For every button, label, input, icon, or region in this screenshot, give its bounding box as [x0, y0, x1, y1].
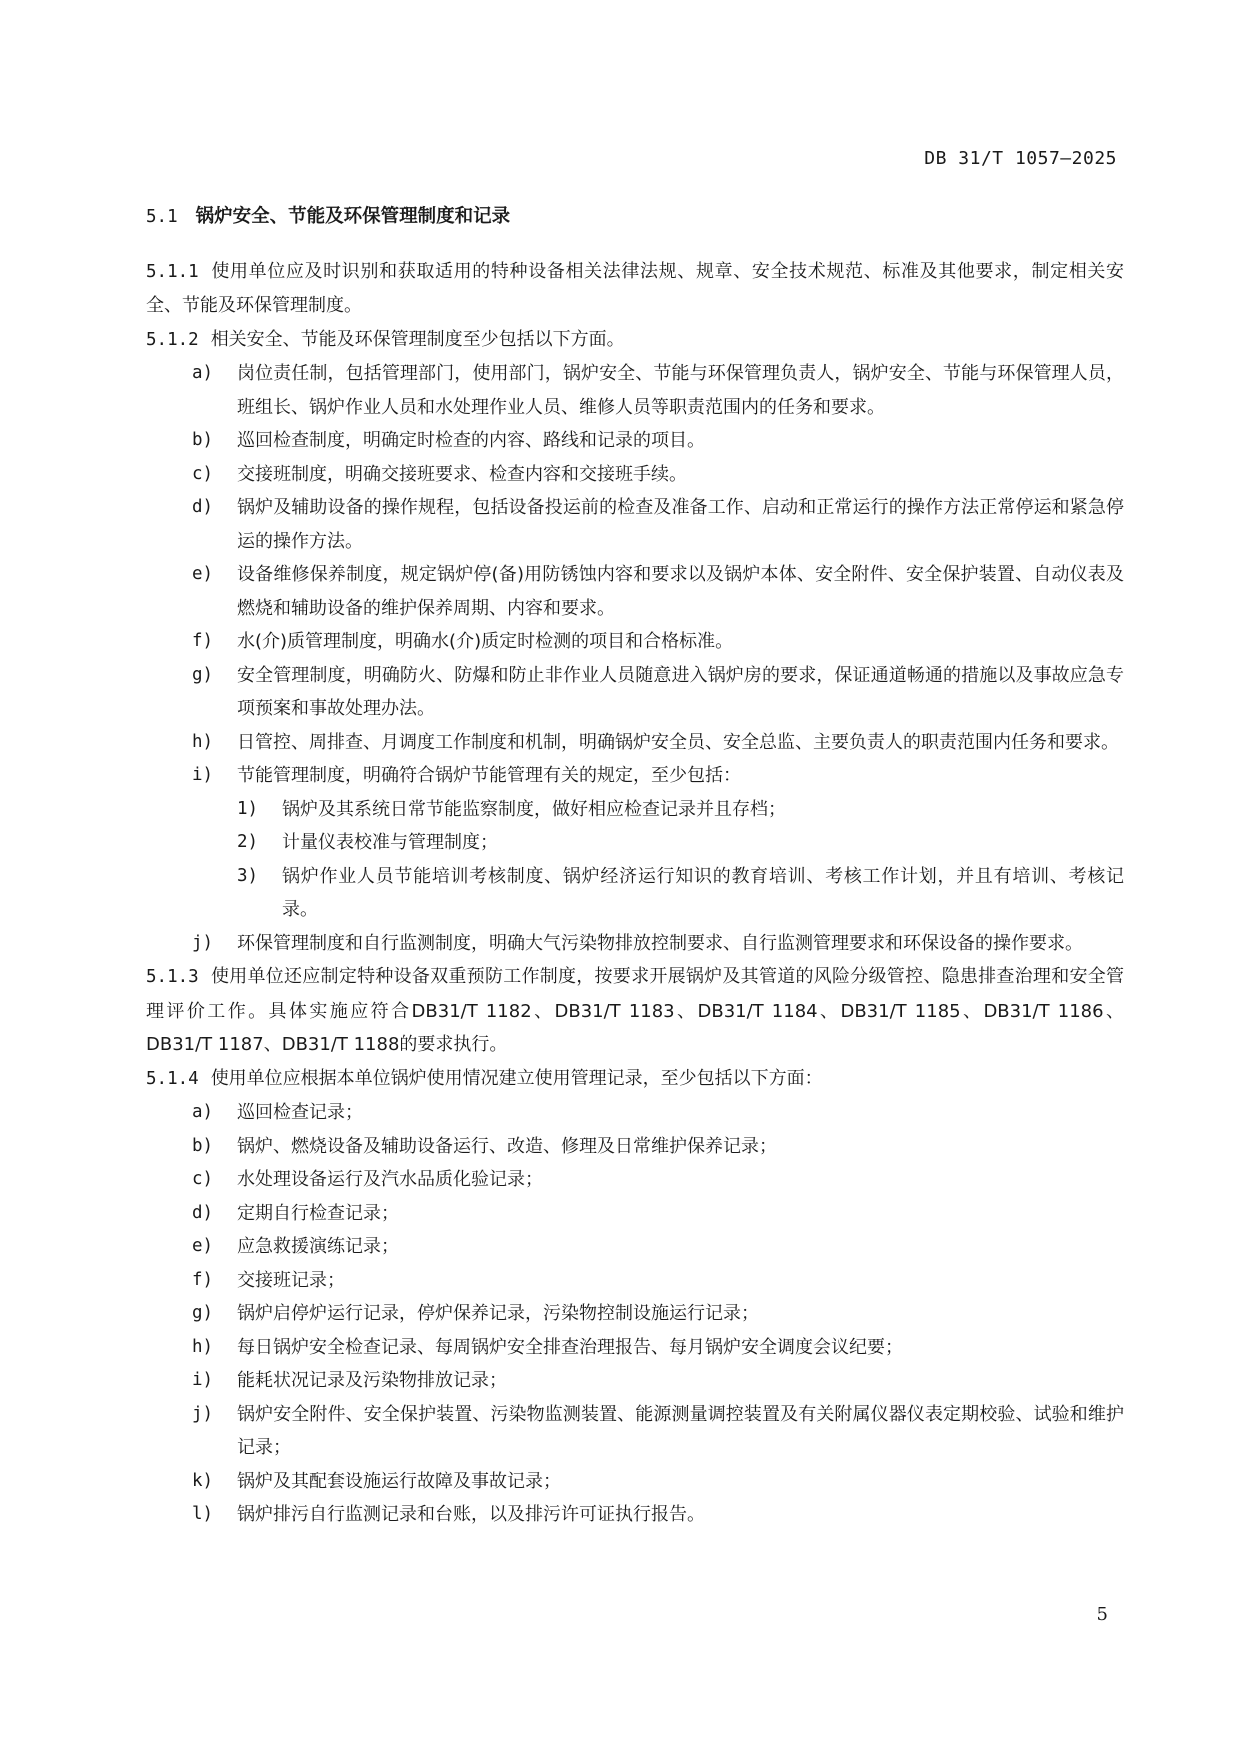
list-item — [146, 1197, 1124, 1231]
item-text: 能耗状况记录及污染物排放记录； — [237, 1370, 507, 1391]
sub-list-item — [146, 826, 1124, 860]
section-title: 锅炉安全、节能及环保管理制度和记录 — [195, 206, 511, 227]
sub-list-item — [146, 793, 1124, 827]
item-text: 交接班制度，明确交接班要求、检查内容和交接班手续。 — [237, 463, 687, 485]
clause-number: 5.1.3 — [146, 967, 199, 987]
clause-text: 使用单位应根据本单位锅炉使用情况建立使用管理记录，至少包括以下方面： — [210, 1067, 823, 1089]
item-text: 交接班记录； — [237, 1269, 345, 1291]
item-text: 锅炉启停炉运行记录，停炉保养记录，污染物控制设施运行记录； — [237, 1303, 759, 1324]
item-text: 水(介)质管理制度，明确水(介)质定时检测的项目和合格标准。 — [237, 631, 734, 652]
item-label: d) — [192, 497, 214, 517]
document-body — [146, 200, 1124, 1532]
item-label: c) — [192, 1169, 214, 1189]
item-label: d) — [192, 1202, 214, 1223]
item-label: f) — [192, 1269, 214, 1290]
item-text: 日管控、周排查、月调度工作制度和机制，明确锅炉安全员、安全总监、主要负责人的职责范围内任务和要求。 — [237, 731, 1119, 753]
item-text: 安全管理制度，明确防火、防爆和防止非作业人员随意进入锅炉房的要求，保证通道畅通的措施以及事故应急专项预案和事故处理办法。 — [237, 664, 1124, 719]
item-label: j) — [192, 932, 214, 953]
clause-5-1-2 — [146, 323, 1124, 358]
item-label: a) — [192, 363, 214, 383]
item-text: 应急救援演练记录； — [237, 1236, 399, 1257]
list-item — [146, 1163, 1124, 1197]
clause-text: 使用单位还应制定特种设备双重预防工作制度，按要求开展锅炉及其管道的风险分级管控、隐患排查治理和安全管理评价工作。具体实施应符合DB31/T 1182、DB31/T 1183、DB31/T 1184、DB31/T 1185、DB31/T 1186、DB31/T 1187、DB31/T 1188的要求执行。 — [146, 966, 1124, 1055]
item-text: 岗位责任制，包括管理部门，使用部门，锅炉安全、节能与环保管理负责人，锅炉安全、节能与环保管理人员，班组长、锅炉作业人员和水处理作业人员、维修人员等职责范围内的任务和要求。 — [237, 363, 1124, 418]
item-label: i) — [192, 1370, 214, 1390]
list-item — [146, 625, 1124, 659]
list-item — [146, 1331, 1124, 1365]
list-item — [146, 1498, 1124, 1532]
item-text: 设备维修保养制度，规定锅炉停(备)用防锈蚀内容和要求以及锅炉本体、安全附件、安全保护装置、自动仪表及燃烧和辅助设备的维护保养周期、内容和要求。 — [237, 564, 1124, 619]
item-label: c) — [192, 463, 214, 484]
item-label: h) — [192, 731, 214, 752]
list-item — [146, 491, 1124, 558]
section-number: 5.1 — [146, 207, 178, 227]
item-text: 锅炉排污自行监测记录和台账，以及排污许可证执行报告。 — [237, 1504, 705, 1525]
clause-number: 5.1.1 — [146, 261, 199, 282]
list-item — [146, 659, 1124, 726]
item-label: e) — [192, 1236, 214, 1256]
item-label: k) — [192, 1470, 214, 1491]
sub-list-item — [146, 860, 1124, 927]
item-label: 2) — [237, 832, 259, 852]
clause-number: 5.1.2 — [146, 329, 199, 350]
list-item — [146, 759, 1124, 793]
list-item — [146, 1465, 1124, 1499]
item-text: 锅炉作业人员节能培训考核制度、锅炉经济运行知识的教育培训、考核工作计划，并且有培训、考核记录。 — [282, 865, 1124, 920]
list-item — [146, 424, 1124, 458]
clause-5-1-4 — [146, 1062, 1124, 1097]
item-label: b) — [192, 1135, 214, 1156]
standard-code-header: DB 31/T 1057—2025 — [924, 148, 1117, 169]
item-text: 锅炉及其系统日常节能监察制度，做好相应检查记录并且存档； — [282, 798, 786, 820]
item-label: a) — [192, 1102, 214, 1122]
item-text: 水处理设备运行及汽水品质化验记录； — [237, 1169, 543, 1190]
list-item — [146, 1230, 1124, 1264]
item-text: 节能管理制度，明确符合锅炉节能管理有关的规定，至少包括： — [237, 765, 741, 786]
list-item — [146, 1096, 1124, 1130]
item-label: 1) — [237, 798, 259, 819]
item-label: i) — [192, 765, 214, 785]
clause-5-1-1 — [146, 255, 1124, 323]
item-text: 巡回检查制度，明确定时检查的内容、路线和记录的项目。 — [237, 430, 705, 451]
list-item — [146, 458, 1124, 492]
item-text: 锅炉、燃烧设备及辅助设备运行、改造、修理及日常维护保养记录； — [237, 1135, 777, 1157]
clause-number: 5.1.4 — [146, 1068, 199, 1089]
list-item — [146, 1264, 1124, 1298]
item-label: j) — [192, 1403, 214, 1424]
list-item — [146, 726, 1124, 760]
item-label: g) — [192, 1303, 214, 1323]
clause-text: 相关安全、节能及环保管理制度至少包括以下方面。 — [210, 328, 625, 350]
clause-5-1-3 — [146, 960, 1124, 1062]
list-item — [146, 1364, 1124, 1398]
item-text: 环保管理制度和自行监测制度，明确大气污染物排放控制要求、自行监测管理要求和环保设备的操作要求。 — [237, 932, 1083, 954]
item-label: g) — [192, 664, 214, 685]
page-number: 5 — [1096, 1604, 1108, 1625]
item-label: f) — [192, 631, 214, 651]
item-text: 锅炉及辅助设备的操作规程，包括设备投运前的检查及准备工作、启动和正常运行的操作方法正常停运和紧急停运的操作方法。 — [237, 497, 1124, 552]
item-label: l) — [192, 1504, 214, 1524]
item-text: 巡回检查记录； — [237, 1102, 363, 1123]
item-text: 计量仪表校准与管理制度； — [282, 832, 498, 853]
list-item — [146, 558, 1124, 625]
list-item — [146, 1398, 1124, 1465]
item-text: 锅炉安全附件、安全保护装置、污染物监测装置、能源测量调控装置及有关附属仪器仪表定期校验、试验和维护记录； — [237, 1403, 1124, 1458]
item-text: 每日锅炉安全检查记录、每周锅炉安全排查治理报告、每月锅炉安全调度会议纪要； — [237, 1336, 903, 1358]
item-label: e) — [192, 564, 214, 584]
clause-text: 使用单位应及时识别和获取适用的特种设备相关法律法规、规章、安全技术规范、标准及其他要求，制定相关安全、节能及环保管理制度。 — [146, 260, 1124, 316]
list-item — [146, 1297, 1124, 1331]
item-label: 3) — [237, 865, 259, 886]
item-text: 锅炉及其配套设施运行故障及事故记录； — [237, 1470, 561, 1492]
list-item — [146, 927, 1124, 961]
item-text: 定期自行检查记录； — [237, 1202, 399, 1224]
list-item — [146, 1130, 1124, 1164]
list-item — [146, 357, 1124, 424]
section-heading — [146, 200, 1124, 235]
item-label: h) — [192, 1336, 214, 1357]
item-label: b) — [192, 430, 214, 450]
